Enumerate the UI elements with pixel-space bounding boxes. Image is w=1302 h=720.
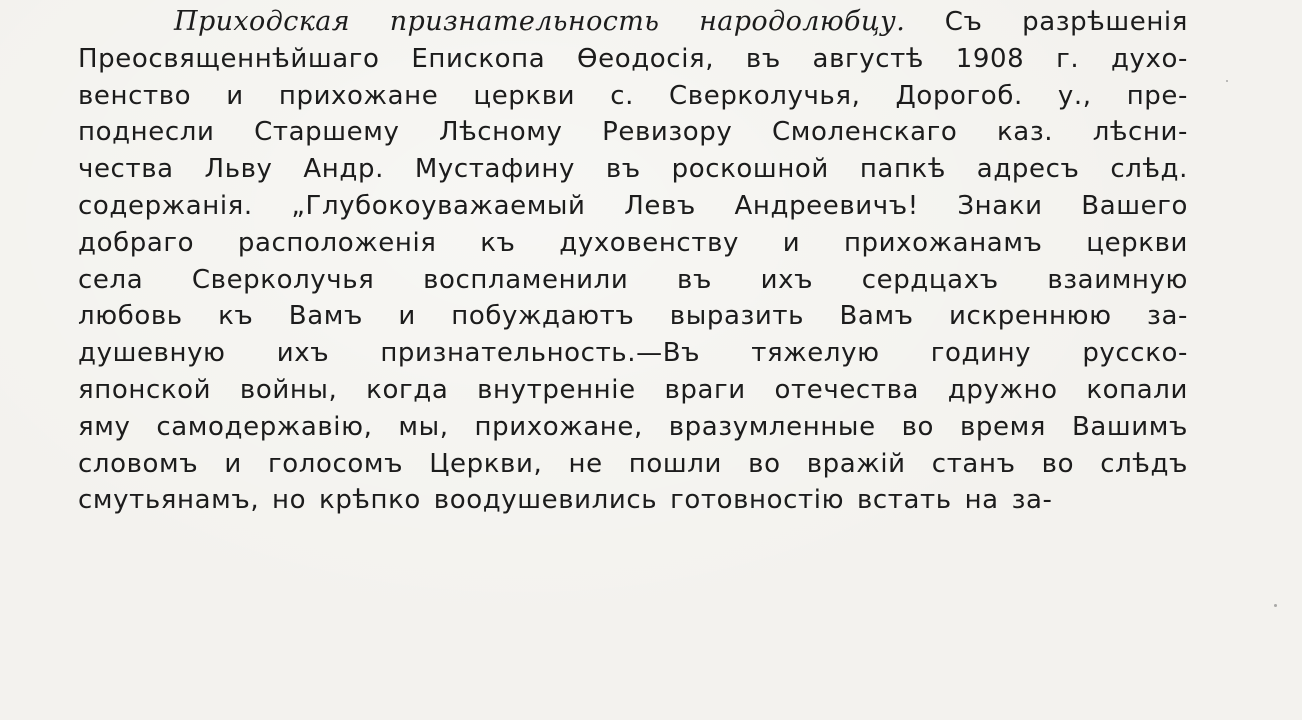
text-line: села Сверколучья воспламенили въ ихъ сердцахъ взаимную xyxy=(78,264,1188,295)
paper-speck xyxy=(1226,80,1228,82)
article-heading: Приходская признательность народолюбцу. xyxy=(174,6,906,37)
text-line xyxy=(78,4,1188,41)
text-line: душевную ихъ признательность.—Въ тяжелую годину русско- xyxy=(78,338,1188,369)
text-line: чества Льву Андр. Мустафину въ роскошной папкѣ адресъ слѣд. xyxy=(78,154,1188,185)
paper-speck xyxy=(1274,604,1277,607)
text-line: Преосвященнѣйшаго Епископа Ѳеодосія, въ августѣ 1908 г. духо- xyxy=(78,43,1188,74)
text-line: венство и прихожане церкви с. Сверколучья, Дорогоб. у., пре- xyxy=(78,80,1188,111)
text-line: смутьянамъ, но крѣпко воодушевились готовностію встать на за- xyxy=(78,485,1053,516)
text-line: любовь къ Вамъ и побуждаютъ выразить Вамъ искреннюю за- xyxy=(78,301,1188,332)
article-text xyxy=(78,4,1188,519)
text-line: содержанія. „Глубокоуважаемый Левъ Андреевичъ! Знаки Вашего xyxy=(78,190,1188,221)
text-line: японской войны, когда внутренніе враги отечества дружно копали xyxy=(78,374,1188,405)
text-line: поднесли Старшему Лѣсному Ревизору Смоленскаго каз. лѣсни- xyxy=(78,117,1188,148)
text-line: словомъ и голосомъ Церкви, не пошли во вражій станъ во слѣдъ xyxy=(78,448,1188,479)
text-line: яму самодержавію, мы, прихожане, вразумленные во время Вашимъ xyxy=(78,411,1188,442)
text-fragment: Съ разрѣшенія xyxy=(944,7,1189,37)
text-line: добраго расположенія къ духовенству и прихожанамъ церкви xyxy=(78,227,1188,258)
